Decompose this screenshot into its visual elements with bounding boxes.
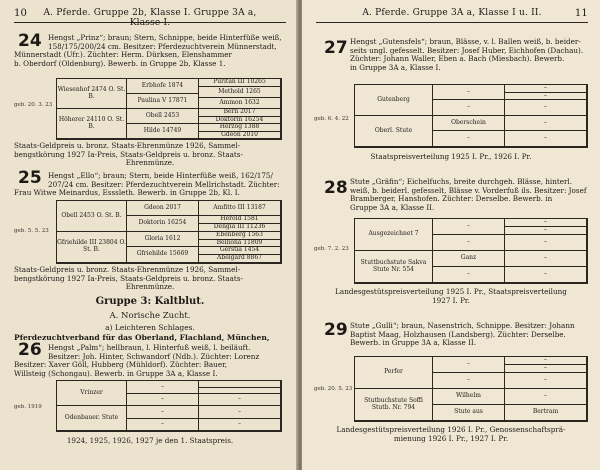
pedigree-cell: Herold 1581 bbox=[199, 216, 281, 224]
entry-25-awards: Staats-Geldpreis u. bronz. Staats-Ehrenmünze 1926, Sammel- bengstkörung 1927 Ia-Preis, Staats-Geldpreis u. bronz. Staats- Ehrenmünze. bbox=[14, 265, 243, 292]
pedigree-cell: Obell 2453 bbox=[127, 109, 199, 124]
pedigree-cell: – bbox=[505, 100, 587, 116]
pedigree-cell: Ganz bbox=[433, 251, 505, 267]
pedigree-cell: Gloria 1612 bbox=[127, 232, 199, 247]
pedigree-cell: – bbox=[505, 373, 587, 389]
association-heading: Pferdezuchtverband für das Oberland, Flachland, München, bbox=[14, 333, 270, 342]
pedigree-cell: – bbox=[199, 394, 281, 406]
pedigree-cell: Herzog 1388 bbox=[199, 124, 281, 132]
left-page-header bbox=[14, 6, 286, 28]
running-header: A. Pferde. Gruppe 3A a, Klasse I u. II. bbox=[362, 8, 542, 18]
entry-text: Stute „Gulli“; braun, Nasenstrich, Schnippe. Besitzer: Johann Baptist Maag, Holzhausen (Landsberg). Züchter: Derselbe. Bewerb. in Gruppe 3A a, Klasse II. bbox=[350, 321, 575, 348]
pedigree-cell: – bbox=[505, 235, 587, 251]
birth-date: geb. 6. 4. 22 bbox=[314, 116, 349, 122]
pedigree-table bbox=[354, 84, 588, 148]
entry-27-awards: Staatspreisverteilung 1925 I. Pr., 1926 I. Pr. bbox=[370, 152, 532, 161]
running-header: A. Pferde. Gruppe 2b, Klasse I. Gruppe 3A a, Klasse I. bbox=[43, 8, 257, 28]
entry-text: Hengst „Gutensfels“; braun, Blässe, v. l. Ballen weiß, b. beider- seits ungl. gefesselt. Besitzer: Josef Huber, Eichhofen (Dachau). Züchter: Johann Waller, Eben a. Bach (Miesbach). Bewerb. in Gruppe 3A a, Klasse I. bbox=[350, 37, 584, 72]
pedigree-cell: – bbox=[127, 419, 199, 431]
entry-text: Hengst „Palm“; hellbraun, l. Hinterfuß weiß, l. beiläuft. Besitzer: Joh. Hinter, Schwandorf (Ndb.). Züchter: Lorenz bbox=[48, 343, 260, 361]
pedigree-cell: Belliona 11809 bbox=[199, 240, 281, 247]
birth-date: geb. 20. 5. 23 bbox=[314, 386, 353, 392]
pedigree-cell: Paulina V 17871 bbox=[127, 94, 199, 109]
pedigree-cell: – bbox=[505, 267, 587, 283]
pedigree-cell: – bbox=[127, 381, 199, 394]
pedigree-cell bbox=[199, 381, 281, 388]
pedigree-cell: – bbox=[505, 365, 587, 373]
page-number: 10 bbox=[14, 8, 28, 19]
pedigree-cell: Abelgard 8867 bbox=[199, 255, 281, 263]
pedigree-cell: – bbox=[433, 100, 505, 116]
pedigree-cell: – bbox=[127, 406, 199, 419]
pedigree-cell: – bbox=[505, 131, 587, 147]
pedigree-cell: Vrinzer bbox=[57, 381, 127, 406]
pedigree-cell: – bbox=[505, 116, 587, 131]
pedigree-cell: – bbox=[505, 219, 587, 227]
pedigree-cell: – bbox=[505, 227, 587, 235]
pedigree-cell: Stute aus bbox=[433, 405, 505, 421]
entry-number: 25 bbox=[18, 168, 42, 188]
pedigree-cell: Odenbauer. Stute bbox=[57, 406, 127, 431]
pedigree-cell: Bern 2017 bbox=[199, 109, 281, 117]
pedigree-cell: – bbox=[505, 251, 587, 267]
entry-number: 29 bbox=[324, 320, 348, 340]
entry-text-cont: Frau Witwe Meinardus, Esssleth. Bewerb. in Gruppe 2b, Kl. I. bbox=[14, 188, 240, 197]
pedigree-cell: Perfer bbox=[355, 357, 433, 389]
subsection-heading: a) Leichteren Schlages. bbox=[105, 323, 195, 332]
pedigree-cell: Gfriehilde III 23804 O. St. B. bbox=[57, 232, 127, 263]
right-page-header bbox=[316, 6, 588, 23]
pedigree-cell: Puritan III 10265 bbox=[199, 79, 281, 87]
pedigree-cell: – bbox=[199, 419, 281, 431]
pedigree-cell: Gfriehilde 15669 bbox=[127, 247, 199, 263]
pedigree-cell: Dengia III 11236 bbox=[199, 224, 281, 232]
pedigree-cell: – bbox=[199, 406, 281, 419]
pedigree-cell: – bbox=[433, 235, 505, 251]
pedigree-table bbox=[56, 78, 282, 140]
entry-number: 26 bbox=[18, 340, 42, 360]
entry-text: Hengst „Ello“; braun; Stern, beide Hinterfüße weiß, 162/175/ 207/24 cm. Besitzer: Pferdezuchtverein Mellrichstadt. Züchter: bbox=[48, 171, 280, 189]
pedigree-cell: Stuttbuchstute Sakva Stute Nr. 554 bbox=[355, 251, 433, 283]
pedigree-cell: Bertram bbox=[505, 405, 587, 421]
pedigree-cell: Ebenberg 1563 bbox=[199, 232, 281, 240]
pedigree-table bbox=[354, 218, 588, 284]
birth-date: geb. 7. 2. 23 bbox=[314, 246, 349, 252]
pedigree-cell: – bbox=[127, 394, 199, 406]
pedigree-cell: – bbox=[433, 267, 505, 283]
entry-text-cont: Münnerstadt (Ufr.). Züchter: Herm. Dürksen, Elenshammer b. Oberdorf (Oldenburg). Bewerb. in Gruppe 2b, Klasse 1. bbox=[14, 50, 232, 68]
pedigree-cell: Hilde 14749 bbox=[127, 124, 199, 139]
section-heading: A. Norische Zucht. bbox=[109, 311, 191, 321]
pedigree-cell: – bbox=[433, 373, 505, 389]
entry-text: Hengst „Prinz“; braun; Stern, Schnippe, beide Hinterfüße weiß, 158/175/200/24 cm. Besitzer: Pferdezuchtverein Münnerstadt, bbox=[48, 33, 282, 51]
pedigree-cell: Oberl. Stute bbox=[355, 116, 433, 147]
pedigree-table bbox=[56, 200, 282, 264]
pedigree-cell: Doktorin 16254 bbox=[199, 117, 281, 124]
entry-28-awards: Landesgestütspreisverteilung 1925 I. Pr., Staatspreisverteilung 1927 I. Pr. bbox=[335, 287, 567, 305]
pedigree-cell: – bbox=[505, 389, 587, 405]
pedigree-cell: – bbox=[433, 131, 505, 147]
entry-text-cont: Besitzer: Xaver Göll, Hubberg (Mühldorf). Züchter: Bauer, Willsteig (Schongau). Bewerb. in Gruppe 3A a, Klasse I. bbox=[14, 360, 227, 378]
group-heading: Gruppe 3: Kaltblut. bbox=[95, 296, 205, 307]
pedigree-cell: Gerstia 1454 bbox=[199, 247, 281, 255]
pedigree-cell: Oberschein bbox=[433, 116, 505, 131]
birth-date: geb. 5. 5. 23 bbox=[14, 228, 49, 234]
right-page bbox=[302, 0, 600, 470]
entry-number: 27 bbox=[324, 38, 348, 58]
pedigree-cell: Ammon 1632 bbox=[199, 98, 281, 109]
pedigree-cell: – bbox=[505, 85, 587, 93]
pedigree-cell: Erbhofe 1874 bbox=[127, 79, 199, 94]
entry-26-awards: 1924, 1925, 1926, 1927 je den 1. Staatspreis. bbox=[66, 436, 234, 445]
pedigree-cell: Methold 1265 bbox=[199, 87, 281, 98]
pedigree-cell: Gutenberg bbox=[355, 85, 433, 116]
birth-date: geb. 1919 bbox=[14, 404, 42, 410]
entry-24-awards: Staats-Geldpreis u. bronz. Staats-Ehrenmünze 1926, Sammel- bengstkörung 1927 Ia-Preis, Staats-Geldpreis u. bronz. Staats- Ehrenmünze. bbox=[14, 141, 243, 168]
entry-text: Stute „Gräfin“; Eichelfuchs, breite durchgeh. Blässe, hinterl. weiß, b. beiderl. gefesselt, Blässe v. Vorderfuß ils. Besitzer: Josef Bramberger, Hanshofen. Züchter: Derselbe. Bewerb. in Gruppe 3A a, Klasse II. bbox=[350, 177, 587, 212]
pedigree-table bbox=[354, 356, 588, 422]
entry-29-awards: Landesgestütspreisverteilung 1926 I. Pr., Genossenschaftsprä- mienung 1926 I. Pr., 1927 I. Pr. bbox=[336, 425, 566, 443]
pedigree-cell: Amfitto III 13187 bbox=[199, 201, 281, 216]
pedigree-cell: – bbox=[433, 219, 505, 235]
pedigree-cell: Doktorin 16254 bbox=[127, 216, 199, 232]
pedigree-cell: Gdeon 2010 bbox=[199, 132, 281, 139]
pedigree-cell: Obell 2453 O. St. B. bbox=[57, 201, 127, 232]
pedigree-cell: Ausgezeichnet 7 bbox=[355, 219, 433, 251]
pedigree-cell: Höherer 24110 O. St. B. bbox=[57, 109, 127, 139]
pedigree-cell: Wiesenhof 2474 O. St. B. bbox=[57, 79, 127, 109]
pedigree-cell: – bbox=[505, 93, 587, 100]
pedigree-cell: – bbox=[433, 85, 505, 100]
pedigree-cell: – bbox=[505, 357, 587, 365]
pedigree-cell: Stutbuchstute Soffi Stutb. Nr. 794 bbox=[355, 389, 433, 421]
pedigree-table bbox=[56, 380, 282, 432]
birth-date: geb. 20. 3. 23 bbox=[14, 102, 53, 108]
page-number: 11 bbox=[574, 8, 588, 19]
pedigree-cell: – bbox=[433, 357, 505, 373]
entry-number: 28 bbox=[324, 178, 348, 198]
entry-number: 24 bbox=[18, 31, 42, 51]
pedigree-cell: Gdeon 2017 bbox=[127, 201, 199, 216]
left-page bbox=[0, 0, 298, 470]
pedigree-cell: Wilhelm bbox=[433, 389, 505, 405]
